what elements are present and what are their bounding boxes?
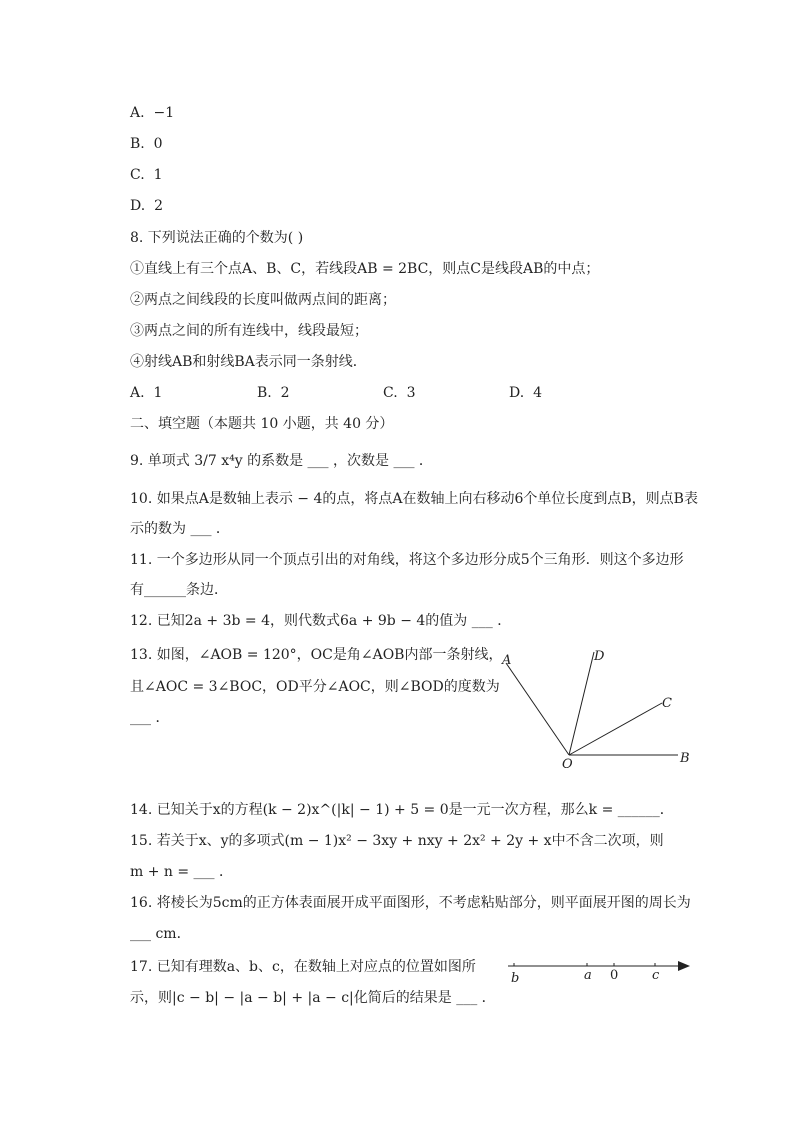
question-11-line1: 11. 一个多边形从同一个顶点引出的对角线，将这个多边形分成5个三角形．则这个多边形: [130, 552, 684, 568]
question-13-line2: 且∠AOC = 3∠BOC，OD平分∠AOC，则∠BOD的度数为: [130, 679, 500, 695]
question-15-line2: m + n = ___ ．: [130, 864, 234, 880]
q8-option-b: B. 2: [257, 385, 290, 401]
q7-option-b: B. 0: [130, 136, 163, 152]
question-9: 9. 单项式 3/7 x⁴y 的系数是 ___ ，次数是 ___ ．: [130, 453, 433, 469]
label-c-point: c: [652, 968, 660, 983]
section-title: 二、填空题（本题共 10 小题，共 40 分）: [130, 416, 394, 432]
ray-od: [569, 652, 594, 755]
q8-stem: 8. 下列说法正确的个数为( ): [130, 230, 304, 246]
question-10-line2: 示的数为 ___ ．: [130, 521, 230, 537]
label-c: C: [662, 696, 672, 711]
question-12: 12. 已知2a + 3b = 4，则代数式6a + 9b − 4的值为 ___ ．: [130, 613, 512, 629]
label-a-point: a: [584, 968, 592, 983]
q7-option-a: A. −1: [130, 105, 175, 121]
question-13-line3: ___ ．: [130, 710, 170, 726]
question-14: 14. 已知关于x的方程(k − 2)x^(|k| − 1) + 5 = 0是一元一次方程，那么k = ______．: [130, 802, 674, 818]
label-a: A: [502, 653, 512, 668]
label-b-point: b: [511, 971, 520, 986]
q8-statement-3: ③两点之间的所有连线中，线段最短；: [130, 323, 368, 339]
question-13-line1: 13. 如图，∠AOB = 120°，OC是角∠AOB内部一条射线，: [130, 647, 503, 663]
ray-oc: [569, 703, 662, 755]
question-17-line2: 示，则|c − b| − |a − b| + |a − c|化简后的结果是 ___ ．: [130, 990, 496, 1006]
number-line-figure: [500, 952, 700, 992]
question-10-line1: 10. 如果点A是数轴上表示 − 4的点，将点A在数轴上向右移动6个单位长度到点B，则点B表: [130, 491, 698, 507]
label-o: O: [562, 757, 573, 772]
q8-statement-1: ①直线上有三个点A、B、C，若线段AB = 2BC，则点C是线段AB的中点；: [130, 261, 600, 277]
q8-option-c: C. 3: [383, 385, 416, 401]
label-d: D: [594, 649, 605, 664]
q8-statement-2: ②两点之间线段的长度叫做两点间的距离；: [130, 292, 396, 308]
question-15-line1: 15. 若关于x、y的多项式(m − 1)x² − 3xy + nxy + 2x² + 2y + x中不含二次项，则: [130, 833, 664, 849]
label-b: B: [680, 751, 690, 766]
question-16-line2: ___ cm．: [130, 926, 191, 942]
angle-figure: [490, 640, 700, 775]
ray-oa: [506, 663, 569, 755]
question-16-line1: 16. 将棱长为5cm的正方体表面展开成平面图形，不考虑粘贴部分，则平面展开图的周长为: [130, 895, 691, 911]
q8-option-d: D. 4: [509, 385, 543, 401]
q7-option-c: C. 1: [130, 167, 163, 183]
q8-statement-4: ④射线AB和射线BA表示同一条射线．: [130, 354, 367, 370]
question-17-line1: 17. 已知有理数a、b、c，在数轴上对应点的位置如图所: [130, 959, 476, 975]
q7-option-d: D. 2: [130, 198, 164, 214]
number-line-arrow: [678, 961, 690, 971]
question-11-line2: 有______条边．: [130, 582, 228, 598]
q8-option-a: A. 1: [130, 385, 163, 401]
label-zero: 0: [610, 968, 619, 983]
